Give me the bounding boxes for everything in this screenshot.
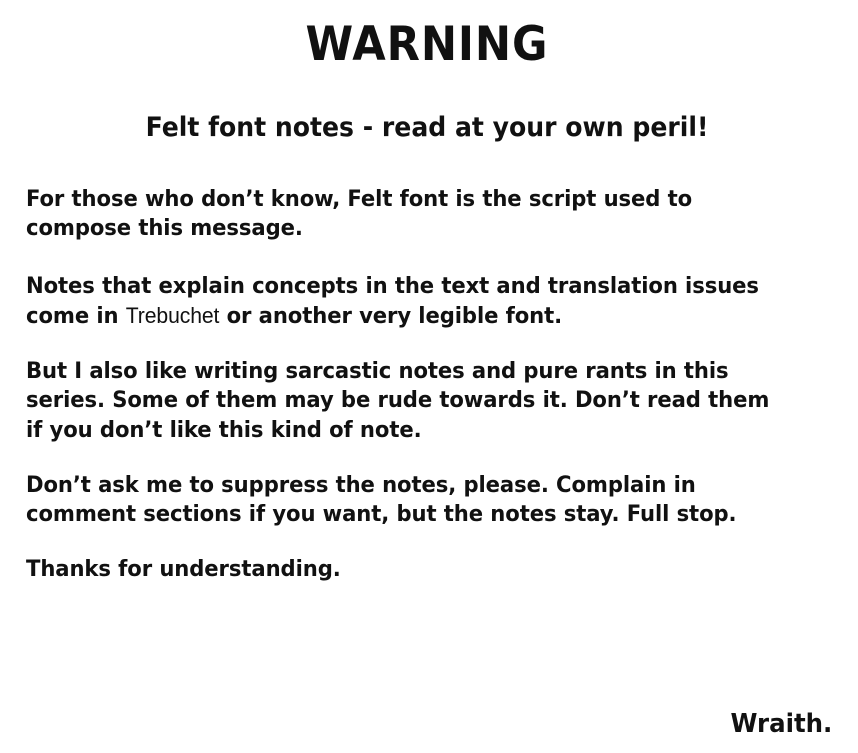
page-title: WARNING xyxy=(305,17,549,72)
document-body xyxy=(26,185,828,585)
paragraph-sarcastic-notes: But I also like writing sarcastic notes and pure rants in this series. Some of them may be rude towards it. Don’t read them if you don’t like this kind of note. xyxy=(26,358,770,443)
page-subtitle: Felt font notes - read at your own peril! xyxy=(145,112,709,144)
paragraph-intro: For those who don’t know, Felt font is the script used to compose this message. xyxy=(26,186,693,242)
paragraph-notes-fonts-tail: or another very legible font. xyxy=(219,302,563,329)
paragraph-notes-fonts xyxy=(26,272,780,332)
paragraph-no-suppression: Don’t ask me to suppress the notes, please. Complain in comment sections if you want, but the notes stay. Full stop. xyxy=(26,471,737,528)
signature: Wraith. xyxy=(730,709,832,739)
paragraph-notes-fonts-lead: Notes that explain concepts in the text and translation issues come in xyxy=(26,272,759,329)
trebuchet-font-sample: Trebuchet xyxy=(125,302,220,328)
paragraph-thanks: Thanks for understanding. xyxy=(26,556,341,583)
